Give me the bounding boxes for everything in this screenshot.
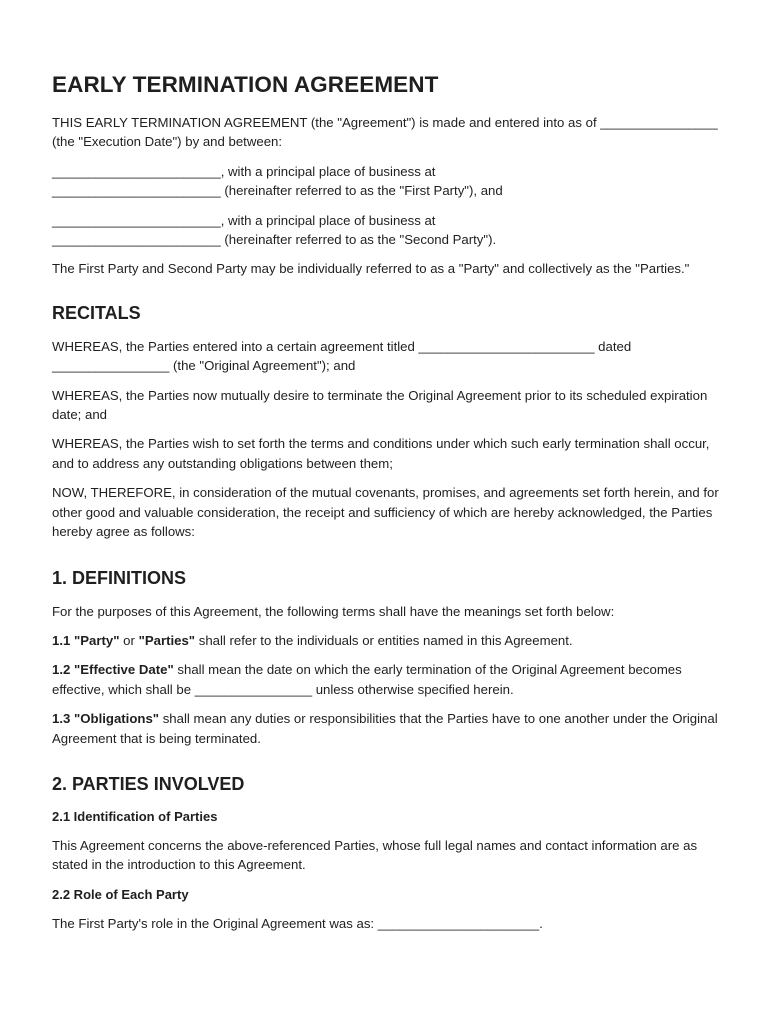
- definition-1-2-text: shall mean the date on which the early termination of the Original Agreement becomes effective, which shall be ________________ unless otherwise specified herein.: [52, 662, 682, 697]
- definition-term-party: "Party": [74, 632, 120, 648]
- parties-involved-heading: 2. PARTIES INVOLVED: [52, 773, 245, 794]
- definition-1-3-number: 1.3: [52, 711, 74, 727]
- definition-1-1-or: or: [119, 632, 139, 648]
- second-party-block: [52, 211, 722, 250]
- definition-term-effective-date: "Effective Date": [74, 662, 174, 678]
- document-body: [52, 70, 722, 943]
- definition-1-3: [52, 709, 722, 748]
- first-party-line-2: _______________________ (hereinafter referred to as the "First Party"), and: [52, 183, 503, 199]
- identification-of-parties-heading: 2.1 Identification of Parties: [52, 808, 218, 824]
- definition-1-2: [52, 660, 722, 699]
- first-party-line-1: _______________________, with a principal place of business at: [52, 163, 436, 179]
- role-of-each-party-heading: 2.2 Role of Each Party: [52, 886, 189, 902]
- definition-term-obligations: "Obligations": [74, 711, 160, 727]
- second-party-line-2: _______________________ (hereinafter referred to as the "Second Party").: [52, 232, 497, 248]
- definition-1-3-text: shall mean any duties or responsibilities that the Parties have to one another under the Original Agreement that is being terminated.: [52, 711, 718, 746]
- whereas-paragraph-2: WHEREAS, the Parties now mutually desire to terminate the Original Agreement prior to its scheduled expiration date; and: [52, 387, 708, 423]
- definition-term-parties: "Parties": [138, 632, 196, 648]
- recitals-heading: RECITALS: [52, 302, 141, 323]
- definitions-intro: For the purposes of this Agreement, the following terms shall have the meanings set forth below:: [52, 603, 615, 619]
- definitions-heading: 1. DEFINITIONS: [52, 567, 187, 588]
- role-of-each-party-text: The First Party's role in the Original Agreement was as: ______________________.: [52, 915, 543, 931]
- identification-of-parties-text: This Agreement concerns the above-referenced Parties, whose full legal names and contact information are as stated in the introduction to this Agreement.: [52, 837, 698, 873]
- whereas-paragraph-3: WHEREAS, the Parties wish to set forth the terms and conditions under which such early termination shall occur, and to address any outstanding obligations between them;: [52, 436, 710, 471]
- intro-paragraph: THIS EARLY TERMINATION AGREEMENT (the "Agreement") is made and entered into as of ________________ (the "Execution Date") by and between:: [52, 115, 718, 150]
- definition-1-1-number: 1.1: [52, 632, 74, 648]
- document-title: EARLY TERMINATION AGREEMENT: [52, 72, 439, 97]
- definition-1-1-text: shall refer to the individuals or entities named in this Agreement.: [195, 632, 573, 648]
- definition-1-1: [52, 631, 722, 650]
- second-party-line-1: _______________________, with a principal place of business at: [52, 212, 436, 228]
- parties-definition-paragraph: The First Party and Second Party may be individually referred to as a "Party" and collectively as the "Parties.": [52, 261, 690, 277]
- first-party-block: [52, 162, 722, 201]
- definition-1-2-number: 1.2: [52, 662, 74, 678]
- now-therefore-paragraph: NOW, THEREFORE, in consideration of the mutual covenants, promises, and agreements set forth herein, and for other good and valuable consideration, the receipt and sufficiency of which are hereby acknowledged, the Parties hereby agree as follows:: [52, 485, 719, 540]
- whereas-paragraph-1: WHEREAS, the Parties entered into a certain agreement titled ________________________ dated ________________ (the "Original Agreement"); and: [52, 338, 632, 374]
